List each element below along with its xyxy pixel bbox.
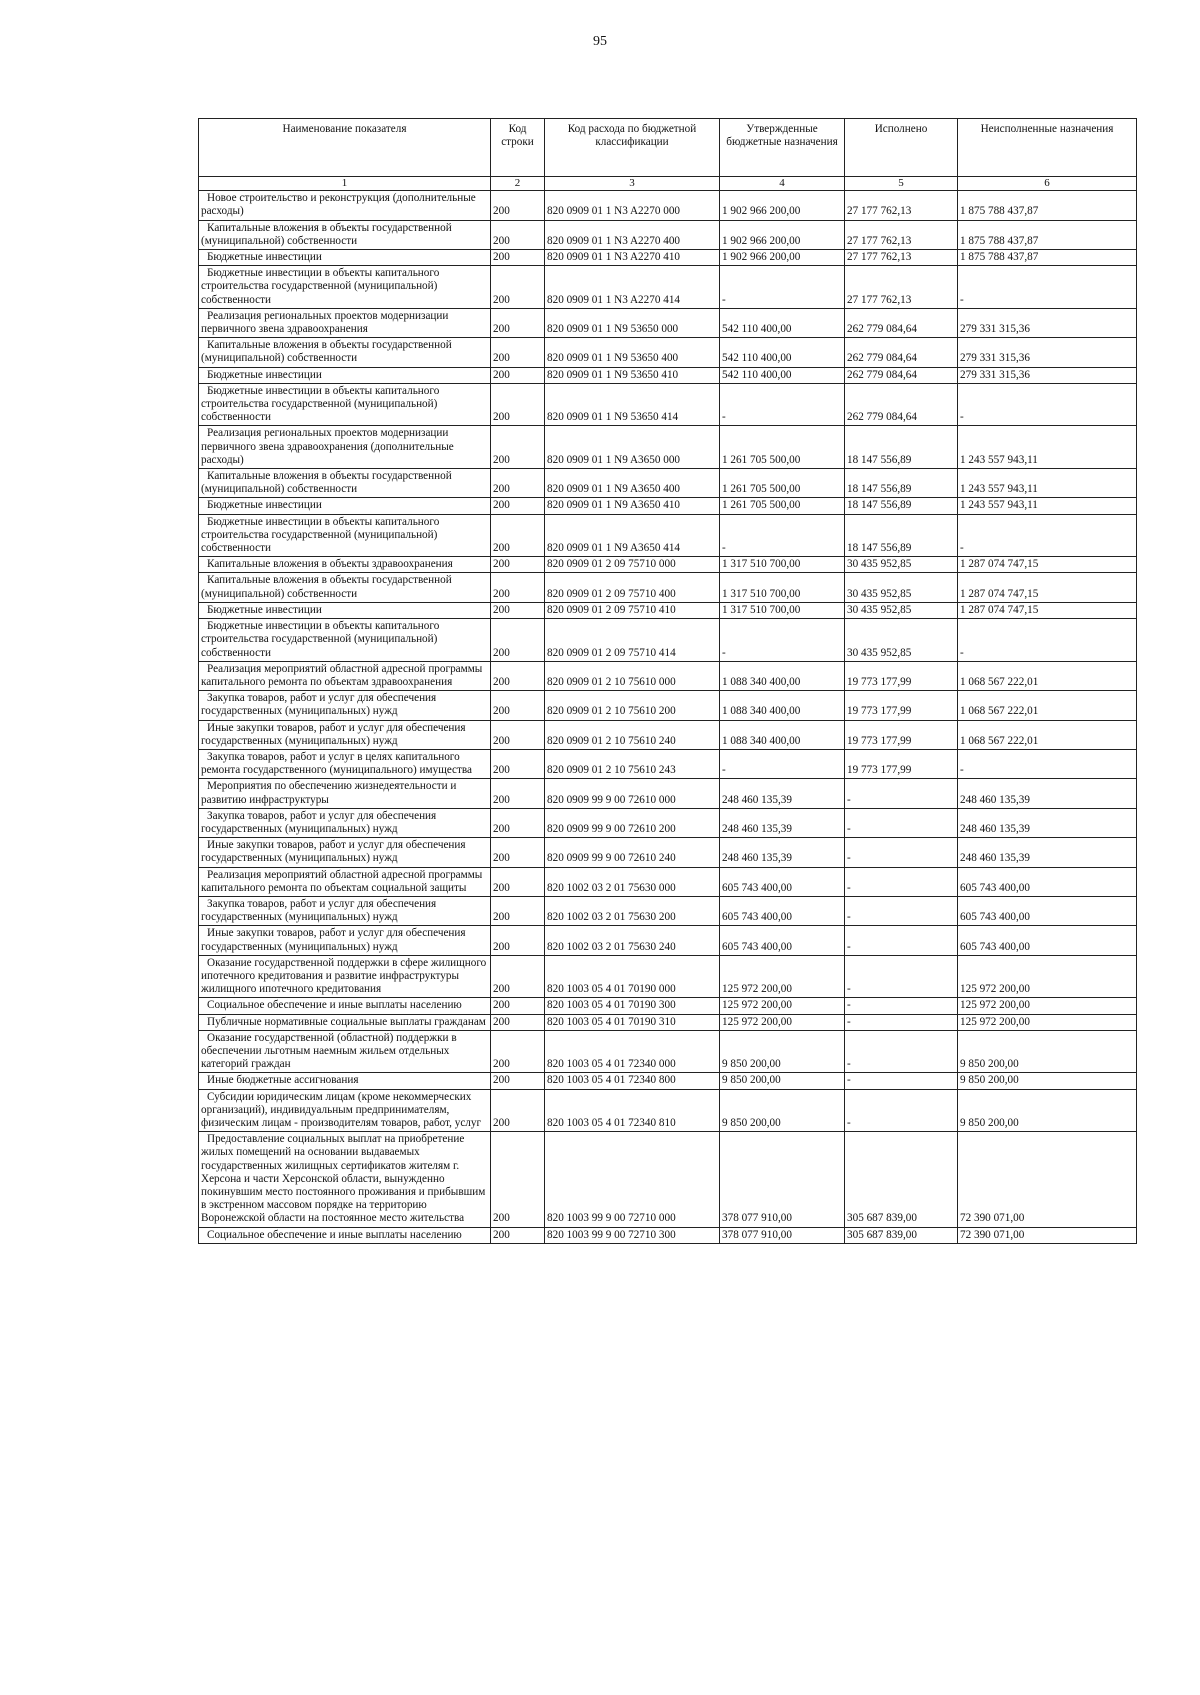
row-code: 200 <box>491 926 545 955</box>
budget-execution-table <box>198 118 1137 1244</box>
row-executed-amount: 27 177 762,13 <box>845 191 958 220</box>
row-approved-amount: 9 850 200,00 <box>720 1073 845 1089</box>
row-indicator-name: Закупка товаров, работ и услуг для обеспечения государственных (муниципальных) нужд <box>199 691 491 720</box>
row-code: 200 <box>491 779 545 808</box>
row-unexecuted-amount: 1 068 567 222,01 <box>958 691 1137 720</box>
row-classification-code: 820 1003 05 4 01 72340 000 <box>545 1030 720 1073</box>
row-code: 200 <box>491 661 545 690</box>
column-number: 2 <box>491 177 545 191</box>
row-code: 200 <box>491 720 545 749</box>
row-code: 200 <box>491 998 545 1014</box>
header-row-code: Код строки <box>491 119 545 177</box>
row-unexecuted-amount: 125 972 200,00 <box>958 1014 1137 1030</box>
row-approved-amount: 605 743 400,00 <box>720 926 845 955</box>
row-unexecuted-amount: - <box>958 266 1137 309</box>
row-code: 200 <box>491 749 545 778</box>
row-indicator-name: Бюджетные инвестиции в объекты капитального строительства государственной (муниципальной) собственности <box>199 619 491 662</box>
row-executed-amount: 27 177 762,13 <box>845 266 958 309</box>
row-classification-code: 820 0909 01 1 N9 A3650 410 <box>545 498 720 514</box>
row-code: 200 <box>491 383 545 426</box>
row-code: 200 <box>491 1132 545 1227</box>
row-unexecuted-amount: 248 460 135,39 <box>958 808 1137 837</box>
row-code: 200 <box>491 557 545 573</box>
table-row <box>199 1227 1137 1243</box>
row-code: 200 <box>491 1030 545 1073</box>
row-code: 200 <box>491 691 545 720</box>
row-code: 200 <box>491 367 545 383</box>
row-executed-amount: - <box>845 955 958 998</box>
row-executed-amount: 18 147 556,89 <box>845 469 958 498</box>
row-classification-code: 820 0909 01 1 N9 A3650 000 <box>545 426 720 469</box>
row-executed-amount: - <box>845 998 958 1014</box>
row-executed-amount: 305 687 839,00 <box>845 1227 958 1243</box>
row-indicator-name: Бюджетные инвестиции в объекты капитального строительства государственной (муниципальной) собственности <box>199 514 491 557</box>
row-approved-amount: 1 317 510 700,00 <box>720 573 845 602</box>
table-row <box>199 661 1137 690</box>
row-executed-amount: 30 435 952,85 <box>845 573 958 602</box>
table-row <box>199 749 1137 778</box>
row-unexecuted-amount: 125 972 200,00 <box>958 998 1137 1014</box>
row-indicator-name: Бюджетные инвестиции <box>199 602 491 618</box>
row-classification-code: 820 0909 01 1 N9 53650 414 <box>545 383 720 426</box>
row-code: 200 <box>491 498 545 514</box>
row-indicator-name: Реализация региональных проектов модернизации первичного звена здравоохранения (дополнительные расходы) <box>199 426 491 469</box>
row-approved-amount: 605 743 400,00 <box>720 867 845 896</box>
table-row <box>199 867 1137 896</box>
column-number: 6 <box>958 177 1137 191</box>
header-classification-code: Код расхода по бюджетной классификации <box>545 119 720 177</box>
table-row <box>199 573 1137 602</box>
row-executed-amount: 30 435 952,85 <box>845 602 958 618</box>
row-indicator-name: Капитальные вложения в объекты государственной (муниципальной) собственности <box>199 469 491 498</box>
row-indicator-name: Иные закупки товаров, работ и услуг для обеспечения государственных (муниципальных) нужд <box>199 838 491 867</box>
row-approved-amount: 378 077 910,00 <box>720 1227 845 1243</box>
table-row <box>199 367 1137 383</box>
row-code: 200 <box>491 1089 545 1132</box>
table-row <box>199 691 1137 720</box>
row-unexecuted-amount: 1 875 788 437,87 <box>958 250 1137 266</box>
row-approved-amount: 1 902 966 200,00 <box>720 220 845 249</box>
table-row <box>199 896 1137 925</box>
row-approved-amount: 1 088 340 400,00 <box>720 661 845 690</box>
row-indicator-name: Иные бюджетные ассигнования <box>199 1073 491 1089</box>
row-indicator-name: Реализация региональных проектов модернизации первичного звена здравоохранения <box>199 308 491 337</box>
row-unexecuted-amount: 605 743 400,00 <box>958 926 1137 955</box>
row-approved-amount: 1 317 510 700,00 <box>720 602 845 618</box>
row-executed-amount: - <box>845 1089 958 1132</box>
row-classification-code: 820 1003 05 4 01 72340 810 <box>545 1089 720 1132</box>
row-indicator-name: Предоставление социальных выплат на приобретение жилых помещений на основании выдаваемых государственных жилищных сертификатов жителям г. Херсона и части Херсонской области, вынужденно покинувшим место постоянного проживания и прибывшим в экстренном массовом порядке на территорию Воронежской области на постоянное место жительства <box>199 1132 491 1227</box>
row-executed-amount: - <box>845 1014 958 1030</box>
table-row <box>199 998 1137 1014</box>
row-indicator-name: Закупка товаров, работ и услуг для обеспечения государственных (муниципальных) нужд <box>199 896 491 925</box>
row-unexecuted-amount: 72 390 071,00 <box>958 1227 1137 1243</box>
row-classification-code: 820 0909 01 2 10 75610 000 <box>545 661 720 690</box>
row-approved-amount: 125 972 200,00 <box>720 998 845 1014</box>
row-classification-code: 820 1003 05 4 01 70190 300 <box>545 998 720 1014</box>
row-indicator-name: Закупка товаров, работ и услуг в целях капитального ремонта государственного (муниципального) имущества <box>199 749 491 778</box>
row-approved-amount: 605 743 400,00 <box>720 896 845 925</box>
row-classification-code: 820 1003 05 4 01 70190 310 <box>545 1014 720 1030</box>
row-approved-amount: 9 850 200,00 <box>720 1030 845 1073</box>
column-number: 5 <box>845 177 958 191</box>
column-number: 4 <box>720 177 845 191</box>
row-approved-amount: - <box>720 749 845 778</box>
row-unexecuted-amount: 248 460 135,39 <box>958 779 1137 808</box>
row-classification-code: 820 1002 03 2 01 75630 240 <box>545 926 720 955</box>
row-unexecuted-amount: 1 243 557 943,11 <box>958 469 1137 498</box>
row-approved-amount: - <box>720 383 845 426</box>
row-executed-amount: 30 435 952,85 <box>845 619 958 662</box>
row-indicator-name: Социальное обеспечение и иные выплаты населению <box>199 1227 491 1243</box>
row-approved-amount: 248 460 135,39 <box>720 838 845 867</box>
row-executed-amount: - <box>845 838 958 867</box>
row-code: 200 <box>491 266 545 309</box>
row-classification-code: 820 0909 01 1 N9 53650 400 <box>545 338 720 367</box>
row-executed-amount: 19 773 177,99 <box>845 720 958 749</box>
row-approved-amount: - <box>720 514 845 557</box>
row-unexecuted-amount: 1 287 074 747,15 <box>958 602 1137 618</box>
row-executed-amount: - <box>845 779 958 808</box>
row-approved-amount: 1 261 705 500,00 <box>720 426 845 469</box>
table-row <box>199 779 1137 808</box>
row-code: 200 <box>491 619 545 662</box>
table-row <box>199 926 1137 955</box>
row-classification-code: 820 0909 01 2 10 75610 243 <box>545 749 720 778</box>
row-executed-amount: 18 147 556,89 <box>845 514 958 557</box>
row-unexecuted-amount: 605 743 400,00 <box>958 867 1137 896</box>
page-number: 95 <box>593 34 607 49</box>
row-unexecuted-amount: - <box>958 514 1137 557</box>
row-executed-amount: 18 147 556,89 <box>845 498 958 514</box>
row-unexecuted-amount: 72 390 071,00 <box>958 1132 1137 1227</box>
table-row <box>199 426 1137 469</box>
row-classification-code: 820 0909 99 9 00 72610 200 <box>545 808 720 837</box>
row-classification-code: 820 1002 03 2 01 75630 000 <box>545 867 720 896</box>
row-indicator-name: Капитальные вложения в объекты государственной (муниципальной) собственности <box>199 338 491 367</box>
row-indicator-name: Социальное обеспечение и иные выплаты населению <box>199 998 491 1014</box>
row-code: 200 <box>491 426 545 469</box>
table-row <box>199 720 1137 749</box>
row-approved-amount: 378 077 910,00 <box>720 1132 845 1227</box>
row-approved-amount: - <box>720 266 845 309</box>
row-indicator-name: Бюджетные инвестиции в объекты капитального строительства государственной (муниципальной) собственности <box>199 266 491 309</box>
table-row <box>199 1132 1137 1227</box>
table-row <box>199 514 1137 557</box>
row-code: 200 <box>491 896 545 925</box>
row-code: 200 <box>491 250 545 266</box>
row-code: 200 <box>491 469 545 498</box>
row-classification-code: 820 0909 01 2 09 75710 000 <box>545 557 720 573</box>
row-code: 200 <box>491 308 545 337</box>
row-classification-code: 820 1003 05 4 01 70190 000 <box>545 955 720 998</box>
row-classification-code: 820 0909 01 1 N3 A2270 410 <box>545 250 720 266</box>
row-executed-amount: 19 773 177,99 <box>845 749 958 778</box>
row-unexecuted-amount: 248 460 135,39 <box>958 838 1137 867</box>
table-row <box>199 250 1137 266</box>
row-executed-amount: 262 779 084,64 <box>845 383 958 426</box>
row-code: 200 <box>491 1073 545 1089</box>
row-executed-amount: 262 779 084,64 <box>845 308 958 337</box>
row-approved-amount: 9 850 200,00 <box>720 1089 845 1132</box>
row-indicator-name: Бюджетные инвестиции <box>199 367 491 383</box>
row-approved-amount: 248 460 135,39 <box>720 779 845 808</box>
row-approved-amount: 1 088 340 400,00 <box>720 720 845 749</box>
table-row <box>199 220 1137 249</box>
row-executed-amount: 27 177 762,13 <box>845 220 958 249</box>
table-row <box>199 191 1137 220</box>
table-row <box>199 1014 1137 1030</box>
row-code: 200 <box>491 602 545 618</box>
row-executed-amount: 262 779 084,64 <box>845 367 958 383</box>
table-row <box>199 557 1137 573</box>
row-classification-code: 820 0909 01 1 N9 53650 000 <box>545 308 720 337</box>
row-classification-code: 820 0909 01 1 N9 A3650 414 <box>545 514 720 557</box>
row-code: 200 <box>491 808 545 837</box>
row-indicator-name: Субсидии юридическим лицам (кроме некоммерческих организаций), индивидуальным предпринимателям, физическим лицам - производителям товаров, работ, услуг <box>199 1089 491 1132</box>
header-indicator-name: Наименование показателя <box>199 119 491 177</box>
row-classification-code: 820 0909 01 1 N9 53650 410 <box>545 367 720 383</box>
table-row <box>199 308 1137 337</box>
table-row <box>199 838 1137 867</box>
row-unexecuted-amount: 9 850 200,00 <box>958 1089 1137 1132</box>
row-code: 200 <box>491 220 545 249</box>
row-unexecuted-amount: - <box>958 749 1137 778</box>
row-executed-amount: - <box>845 1073 958 1089</box>
row-classification-code: 820 0909 01 1 N3 A2270 400 <box>545 220 720 249</box>
row-unexecuted-amount: 1 287 074 747,15 <box>958 557 1137 573</box>
row-approved-amount: 1 902 966 200,00 <box>720 191 845 220</box>
row-approved-amount: - <box>720 619 845 662</box>
table-row <box>199 1073 1137 1089</box>
row-executed-amount: 305 687 839,00 <box>845 1132 958 1227</box>
table-row <box>199 602 1137 618</box>
row-unexecuted-amount: 1 875 788 437,87 <box>958 220 1137 249</box>
row-code: 200 <box>491 838 545 867</box>
row-executed-amount: - <box>845 896 958 925</box>
row-code: 200 <box>491 955 545 998</box>
row-approved-amount: 1 261 705 500,00 <box>720 498 845 514</box>
row-unexecuted-amount: 279 331 315,36 <box>958 308 1137 337</box>
row-approved-amount: 125 972 200,00 <box>720 1014 845 1030</box>
row-approved-amount: 542 110 400,00 <box>720 367 845 383</box>
header-executed: Исполнено <box>845 119 958 177</box>
row-indicator-name: Мероприятия по обеспечению жизнедеятельности и развитию инфраструктуры <box>199 779 491 808</box>
table-row <box>199 1030 1137 1073</box>
row-unexecuted-amount: 605 743 400,00 <box>958 896 1137 925</box>
table-row <box>199 955 1137 998</box>
row-approved-amount: 542 110 400,00 <box>720 308 845 337</box>
row-indicator-name: Капитальные вложения в объекты государственной (муниципальной) собственности <box>199 573 491 602</box>
row-executed-amount: - <box>845 867 958 896</box>
row-unexecuted-amount: 1 068 567 222,01 <box>958 661 1137 690</box>
row-indicator-name: Новое строительство и реконструкция (дополнительные расходы) <box>199 191 491 220</box>
column-number-row <box>199 177 1137 191</box>
header-unexecuted: Неисполненные назначения <box>958 119 1137 177</box>
table-row <box>199 619 1137 662</box>
row-indicator-name: Реализация мероприятий областной адресной программы капитального ремонта по объектам здравоохранения <box>199 661 491 690</box>
row-unexecuted-amount: - <box>958 383 1137 426</box>
row-unexecuted-amount: 9 850 200,00 <box>958 1030 1137 1073</box>
row-code: 200 <box>491 514 545 557</box>
row-unexecuted-amount: 1 068 567 222,01 <box>958 720 1137 749</box>
row-executed-amount: - <box>845 808 958 837</box>
table-row <box>199 1089 1137 1132</box>
row-unexecuted-amount: 9 850 200,00 <box>958 1073 1137 1089</box>
row-indicator-name: Закупка товаров, работ и услуг для обеспечения государственных (муниципальных) нужд <box>199 808 491 837</box>
table-row <box>199 383 1137 426</box>
row-indicator-name: Бюджетные инвестиции <box>199 498 491 514</box>
row-executed-amount: 18 147 556,89 <box>845 426 958 469</box>
row-classification-code: 820 0909 99 9 00 72610 000 <box>545 779 720 808</box>
table-row <box>199 808 1137 837</box>
row-classification-code: 820 0909 99 9 00 72610 240 <box>545 838 720 867</box>
row-classification-code: 820 0909 01 1 N3 A2270 000 <box>545 191 720 220</box>
row-classification-code: 820 0909 01 2 09 75710 410 <box>545 602 720 618</box>
row-unexecuted-amount: 1 243 557 943,11 <box>958 498 1137 514</box>
row-code: 200 <box>491 191 545 220</box>
row-approved-amount: 125 972 200,00 <box>720 955 845 998</box>
table-row <box>199 266 1137 309</box>
header-approved: Утвержденные бюджетные назначения <box>720 119 845 177</box>
row-classification-code: 820 1003 05 4 01 72340 800 <box>545 1073 720 1089</box>
table-row <box>199 338 1137 367</box>
table-body <box>199 191 1137 1244</box>
row-approved-amount: 248 460 135,39 <box>720 808 845 837</box>
row-executed-amount: 19 773 177,99 <box>845 661 958 690</box>
row-code: 200 <box>491 573 545 602</box>
row-approved-amount: 1 088 340 400,00 <box>720 691 845 720</box>
row-unexecuted-amount: 279 331 315,36 <box>958 338 1137 367</box>
column-number: 1 <box>199 177 491 191</box>
row-code: 200 <box>491 1227 545 1243</box>
row-indicator-name: Бюджетные инвестиции <box>199 250 491 266</box>
row-executed-amount: 27 177 762,13 <box>845 250 958 266</box>
row-executed-amount: 262 779 084,64 <box>845 338 958 367</box>
table-row <box>199 498 1137 514</box>
column-number: 3 <box>545 177 720 191</box>
row-classification-code: 820 0909 01 2 09 75710 414 <box>545 619 720 662</box>
row-code: 200 <box>491 1014 545 1030</box>
row-classification-code: 820 0909 01 1 N9 A3650 400 <box>545 469 720 498</box>
row-classification-code: 820 1003 99 9 00 72710 300 <box>545 1227 720 1243</box>
row-indicator-name: Оказание государственной поддержки в сфере жилищного ипотечного кредитования и развитие инфраструктуры жилищного ипотечного кредитования <box>199 955 491 998</box>
row-classification-code: 820 0909 01 2 10 75610 240 <box>545 720 720 749</box>
row-executed-amount: - <box>845 1030 958 1073</box>
row-classification-code: 820 0909 01 2 10 75610 200 <box>545 691 720 720</box>
row-indicator-name: Капитальные вложения в объекты государственной (муниципальной) собственности <box>199 220 491 249</box>
row-code: 200 <box>491 867 545 896</box>
header-row <box>199 119 1137 177</box>
row-indicator-name: Реализация мероприятий областной адресной программы капитального ремонта по объектам социальной защиты <box>199 867 491 896</box>
table-row <box>199 469 1137 498</box>
row-approved-amount: 1 902 966 200,00 <box>720 250 845 266</box>
row-classification-code: 820 1003 99 9 00 72710 000 <box>545 1132 720 1227</box>
row-executed-amount: - <box>845 926 958 955</box>
row-approved-amount: 542 110 400,00 <box>720 338 845 367</box>
row-indicator-name: Капитальные вложения в объекты здравоохранения <box>199 557 491 573</box>
row-executed-amount: 19 773 177,99 <box>845 691 958 720</box>
row-classification-code: 820 1002 03 2 01 75630 200 <box>545 896 720 925</box>
row-unexecuted-amount: 1 243 557 943,11 <box>958 426 1137 469</box>
row-classification-code: 820 0909 01 2 09 75710 400 <box>545 573 720 602</box>
row-code: 200 <box>491 338 545 367</box>
row-indicator-name: Иные закупки товаров, работ и услуг для обеспечения государственных (муниципальных) нужд <box>199 720 491 749</box>
row-approved-amount: 1 317 510 700,00 <box>720 557 845 573</box>
row-indicator-name: Публичные нормативные социальные выплаты гражданам <box>199 1014 491 1030</box>
row-unexecuted-amount: 279 331 315,36 <box>958 367 1137 383</box>
row-approved-amount: 1 261 705 500,00 <box>720 469 845 498</box>
row-classification-code: 820 0909 01 1 N3 A2270 414 <box>545 266 720 309</box>
row-indicator-name: Иные закупки товаров, работ и услуг для обеспечения государственных (муниципальных) нужд <box>199 926 491 955</box>
row-indicator-name: Оказание государственной (областной) поддержки в обеспечении льготным наемным жильем отдельных категорий граждан <box>199 1030 491 1073</box>
row-unexecuted-amount: 1 875 788 437,87 <box>958 191 1137 220</box>
row-unexecuted-amount: 1 287 074 747,15 <box>958 573 1137 602</box>
row-unexecuted-amount: 125 972 200,00 <box>958 955 1137 998</box>
row-indicator-name: Бюджетные инвестиции в объекты капитального строительства государственной (муниципальной) собственности <box>199 383 491 426</box>
row-unexecuted-amount: - <box>958 619 1137 662</box>
row-executed-amount: 30 435 952,85 <box>845 557 958 573</box>
